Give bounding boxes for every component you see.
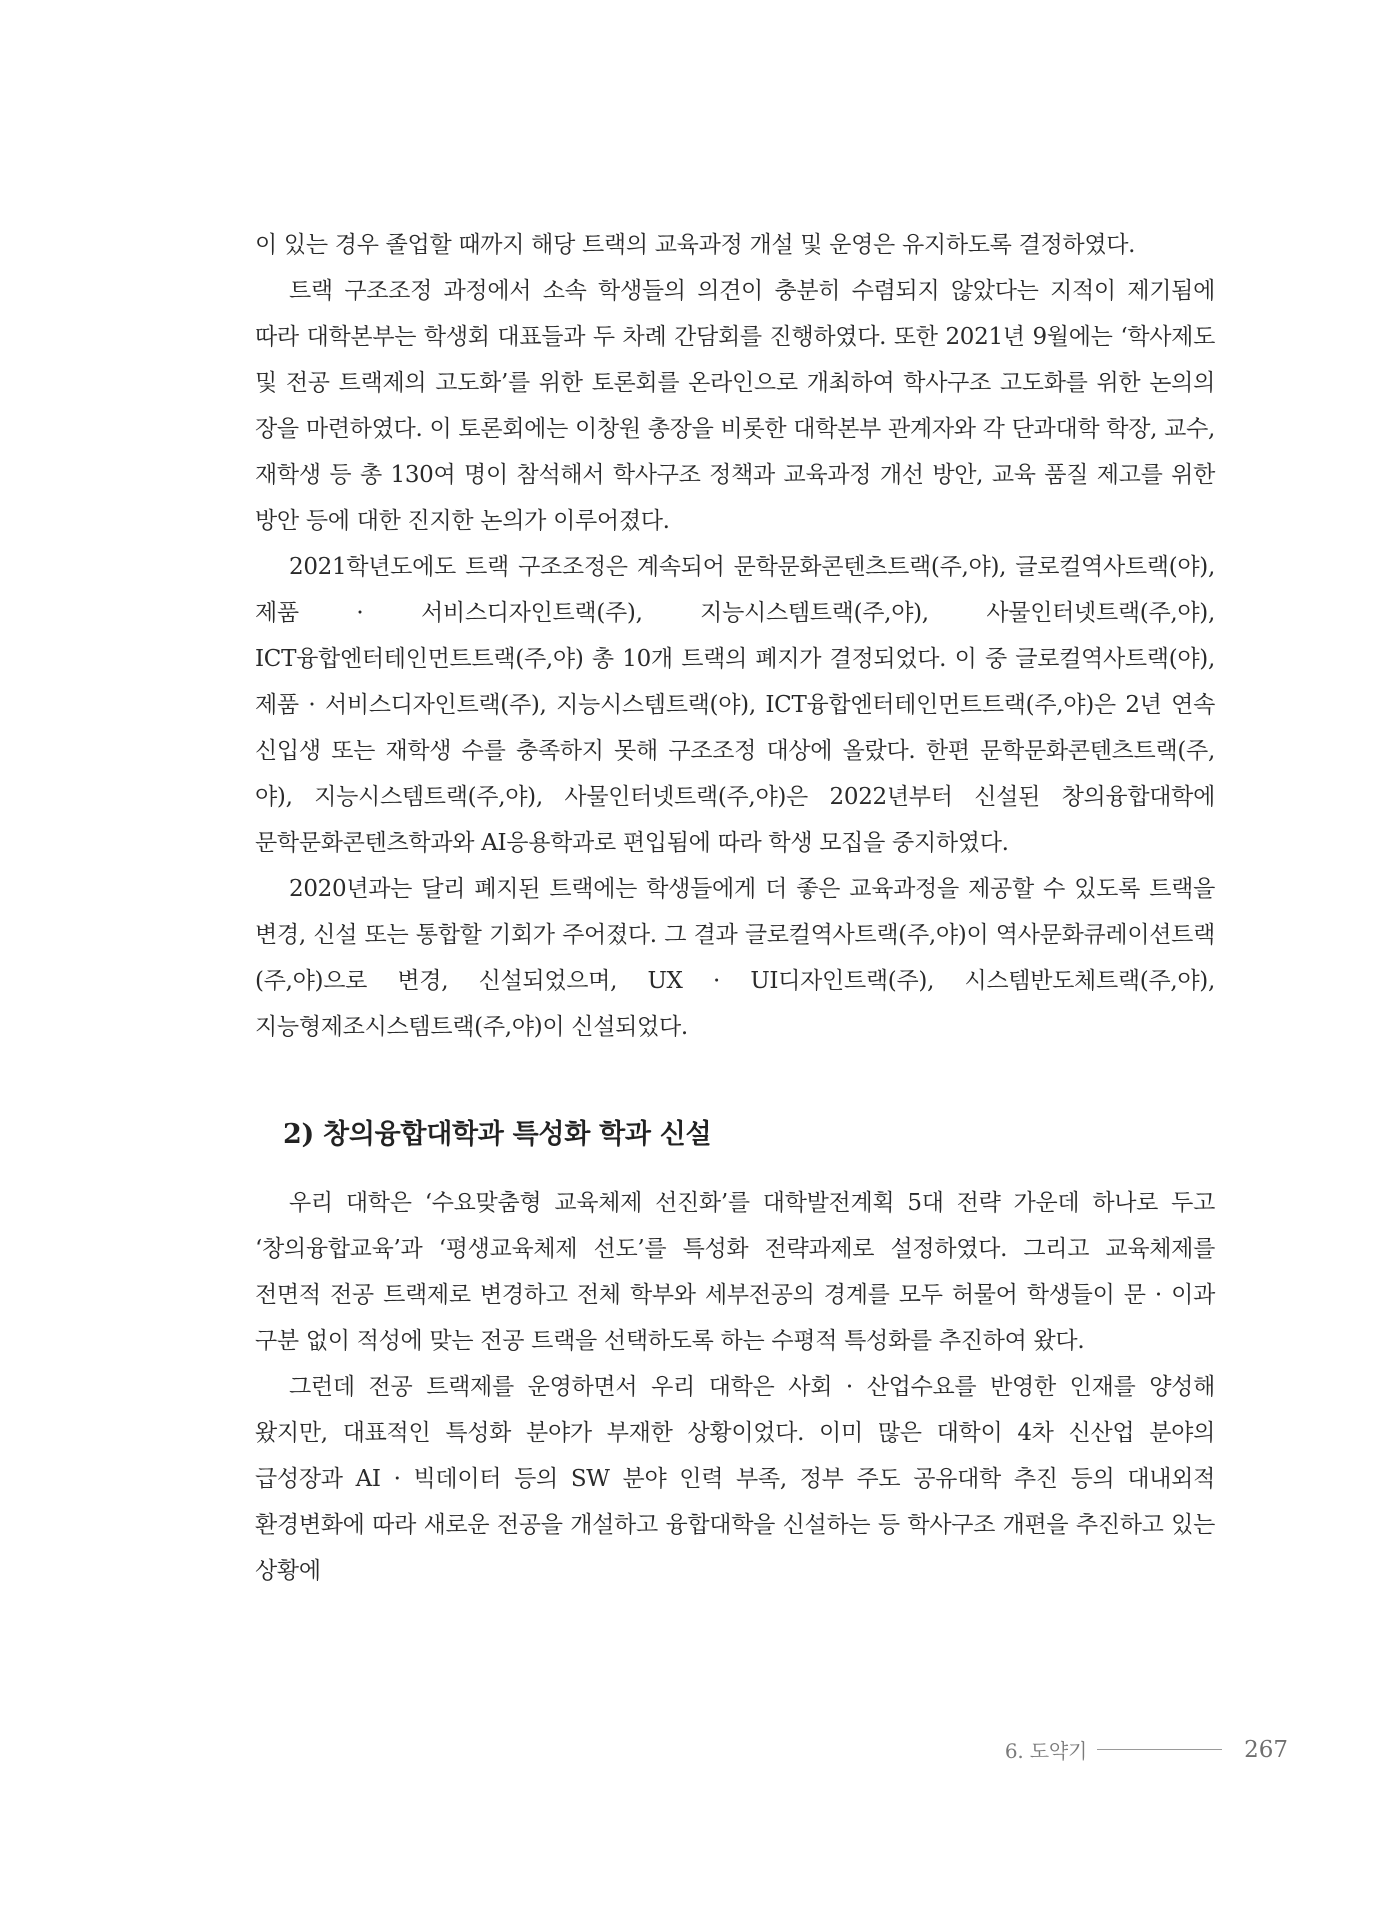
paragraph-continuation: 이 있는 경우 졸업할 때까지 해당 트랙의 교육과정 개설 및 운영은 유지하도록 결정하였다. bbox=[255, 232, 1136, 258]
paragraph-specialization-strategy: 우리 대학은 ‘수요맞춤형 교육체제 선진화’를 대학발전계획 5대 전략 가운데 하나로 두고 ‘창의융합교육’과 ‘평생교육체제 선도’를 특성화 전략과제로 설정하였다. 그리고 교육체제를 전면적 전공 트랙제로 변경하고 전체 학부와 세부전공의 경계를 모두 허물어 학생들이 문 · 이과 구분 없이 적성에 맞는 전공 트랙을 선택하도록 하는 수평적 특성화를 추진하여 왔다. bbox=[255, 1190, 1215, 1354]
page-footer bbox=[1005, 1735, 1288, 1764]
page-number: 267 bbox=[1244, 1736, 1288, 1763]
paragraph-track-restructuring-forum: 트랙 구조조정 과정에서 소속 학생들의 의견이 충분히 수렴되지 않았다는 지적이 제기됨에 따라 대학본부는 학생회 대표들과 두 차례 간담회를 진행하였다. 또한 2021년 9월에는 ‘학사제도 및 전공 트랙제의 고도화’를 위한 토론회를 온라인으로 개최하여 학사구조 고도화를 위한 논의의 장을 마련하였다. 이 토론회에는 이창원 총장을 비롯한 대학본부 관계자와 각 단과대학 학장, 교수, 재학생 등 총 130여 명이 참석해서 학사구조 정책과 교육과정 개선 방안, 교육 품질 제고를 위한 방안 등에 대한 진지한 논의가 이루어졌다. bbox=[255, 278, 1215, 534]
section-heading: 2) 창의융합대학과 특성화 학과 신설 bbox=[283, 1119, 712, 1150]
paragraph-specialization-context: 그런데 전공 트랙제를 운영하면서 우리 대학은 사회 · 산업수요를 반영한 인재를 양성해 왔지만, 대표적인 특성화 분야가 부재한 상황이었다. 이미 많은 대학이 4차 신산업 분야의 급성장과 AI · 빅데이터 등의 SW 분야 인력 부족, 정부 주도 공유대학 추진 등의 대내외적 환경변화에 따라 새로운 전공을 개설하고 융합대학을 신설하는 등 학사구조 개편을 추진하고 있는 상황에 bbox=[255, 1374, 1215, 1584]
paragraph-track-changes: 2020년과는 달리 폐지된 트랙에는 학생들에게 더 좋은 교육과정을 제공할 수 있도록 트랙을 변경, 신설 또는 통합할 기회가 주어졌다. 그 결과 글로컬역사트랙(주,야)이 역사문화큐레이션트랙(주,야)으로 변경, 신설되었으며, UX · UI디자인트랙(주), 시스템반도체트랙(주,야), 지능형제조시스템트랙(주,야)이 신설되었다. bbox=[255, 876, 1215, 1040]
footer-chapter-label: 6. 도약기 bbox=[1004, 1739, 1088, 1763]
paragraph-2021-track-closures: 2021학년도에도 트랙 구조조정은 계속되어 문학문화콘텐츠트랙(주,야), 글로컬역사트랙(야), 제품 · 서비스디자인트랙(주), 지능시스템트랙(주,야), 사물인터넷트랙(주,야), ICT융합엔터테인먼트트랙(주,야) 총 10개 트랙의 폐지가 결정되었다. 이 중 글로컬역사트랙(야), 제품 · 서비스디자인트랙(주), 지능시스템트랙(야), ICT융합엔터테인먼트트랙(주,야)은 2년 연속 신입생 또는 재학생 수를 충족하지 못해 구조조정 대상에 올랐다. 한편 문학문화콘텐츠트랙(주,야), 지능시스템트랙(주,야), 사물인터넷트랙(주,야)은 2022년부터 신설된 창의융합대학에 문학문화콘텐츠학과와 AI응용학과로 편입됨에 따라 학생 모집을 중지하였다. bbox=[255, 554, 1215, 856]
page-body bbox=[255, 222, 1215, 1594]
footer-divider bbox=[1097, 1749, 1222, 1750]
